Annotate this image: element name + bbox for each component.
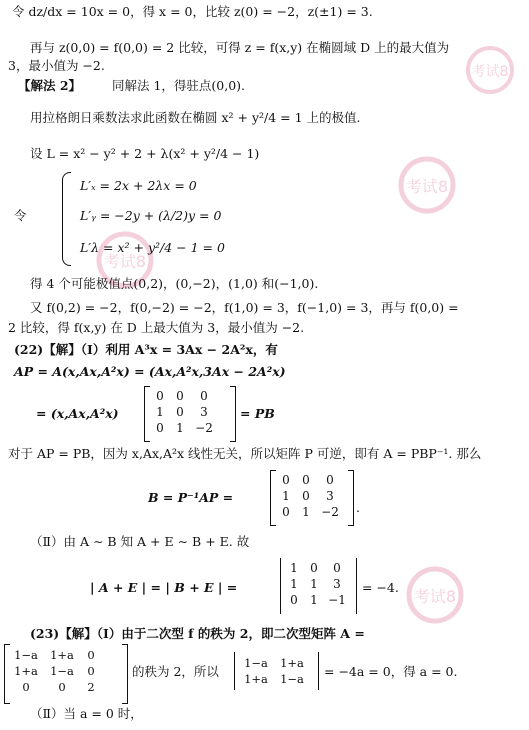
matrix: 0 0 0 1 0 3 0 1 −2	[156, 389, 213, 435]
text-line: 的秩为 2，所以	[132, 664, 219, 679]
text-line: 得 4 个可能极值点(0,2)，(0,−2)，(1,0) 和(−1,0).	[30, 276, 319, 291]
svg-text:考试8: 考试8	[413, 587, 457, 606]
determinant-bar-left	[234, 652, 235, 690]
text-line: 用拉格朗日乘数法求此函数在椭圆 x² + y²/4 = 1 上的极值.	[30, 110, 361, 125]
determinant-bar-right	[318, 652, 319, 690]
watermark-logo	[400, 560, 470, 634]
determinant-bar-right	[356, 558, 357, 614]
matrix-bracket-right	[122, 644, 128, 704]
matrix-bracket-right	[348, 470, 354, 526]
equation-line: L′ᵧ = −2y + (λ/2)y = 0	[80, 208, 222, 223]
text-line: 又 f(0,2) = −2，f(0,−2) = −2，f(1,0) = 3，f(−1,0) = 3，再与 f(0,0) =	[30, 300, 459, 315]
method-heading: 【解法 2】	[18, 78, 82, 93]
text-line: .	[356, 500, 360, 515]
system-brace	[62, 172, 71, 266]
text-line: 3，最小值为 −2.	[8, 58, 105, 73]
svg-text:考试8: 考试8	[471, 64, 509, 80]
text-line: 对于 AP = PB，因为 x,Ax,A²x 线性无关，所以矩阵 P 可逆，即有 A = PBP⁻¹. 那么	[8, 446, 482, 461]
determinant-bar-left	[280, 558, 281, 614]
matrix: 1−a 1+a 0 1+a 1−a 0 0 0 2	[14, 648, 95, 694]
determinant: 1−a 1+a 1+a 1−a	[244, 656, 304, 686]
equation-line: | A + E | = | B + E | =	[90, 580, 238, 595]
equation-line: = PB	[240, 406, 275, 421]
system-label: 令	[14, 208, 27, 223]
equation-line: L′λ = x² + y²/4 − 1 = 0	[80, 240, 225, 255]
watermark-logo	[460, 40, 520, 104]
matrix: 0 0 0 1 0 3 0 1 −2	[282, 473, 339, 519]
text-line: = −4.	[362, 580, 399, 595]
text-line: 同解法 1，得驻点(0,0).	[112, 78, 246, 93]
svg-text:考试8: 考试8	[405, 177, 449, 196]
text-line: 令 dz/dx = 10x = 0，得 x = 0，比较 z(0) = −2，z(±1) = 3.	[12, 4, 373, 19]
equation-line: L′ₓ = 2x + 2λx = 0	[80, 178, 197, 193]
equation-line: B = P⁻¹AP =	[148, 490, 234, 505]
svg-text:考试8: 考试8	[103, 252, 147, 271]
watermark-logo	[392, 150, 462, 224]
text-line: = −4a = 0，得 a = 0.	[324, 664, 458, 679]
text-line: (23)【解】（Ⅰ）由于二次型 f 的秩为 2，即二次型矩阵 A =	[30, 626, 365, 641]
text-line: 再与 z(0,0) = f(0,0) = 2 比较，可得 z = f(x,y) 在椭圆域 D 上的最大值为	[30, 40, 450, 55]
text-line: （Ⅱ）当 a = 0 时，	[30, 706, 143, 721]
text-line: （Ⅱ）由 A ∼ B 知 A + E ∼ B + E. 故	[30, 534, 250, 549]
determinant: 1 0 0 1 1 3 0 1 −1	[290, 561, 346, 607]
text-line: 2 比较，得 f(x,y) 在 D 上最大值为 3，最小值为 −2.	[8, 320, 305, 335]
matrix-bracket-right	[230, 386, 236, 442]
equation-line: = (x,Ax,A²x)	[36, 406, 119, 421]
text-line: 设 L = x² − y² + 2 + λ(x² + y²/4 − 1)	[30, 146, 260, 161]
text-line: (22)【解】（Ⅰ）利用 A³x = 3Ax − 2A²x，有	[14, 342, 278, 357]
equation-line: AP = A(x,Ax,A²x) = (Ax,A²x,3Ax − 2A²x)	[14, 364, 286, 379]
